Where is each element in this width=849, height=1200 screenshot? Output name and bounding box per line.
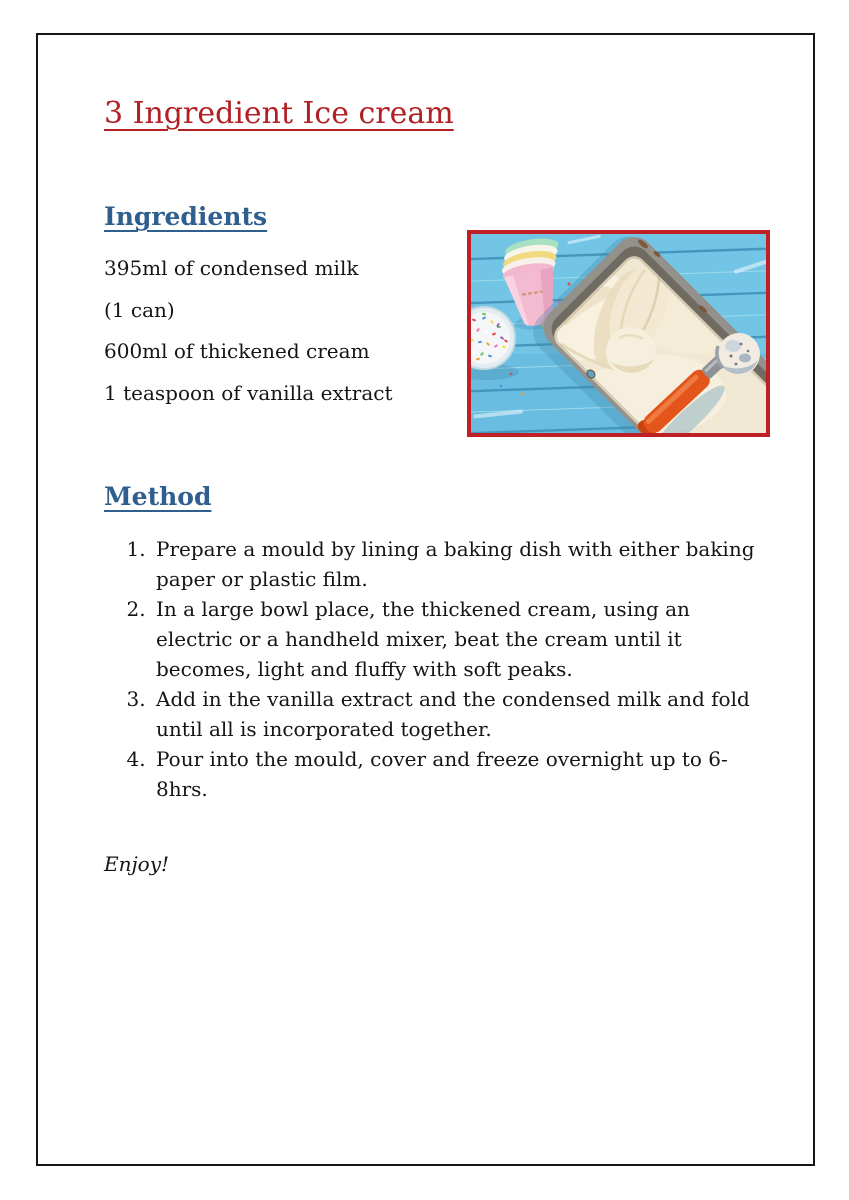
- ingredients-heading: Ingredients: [104, 202, 268, 231]
- method-step: 3. Add in the vanilla extract and the condensed milk and fold until all is incorporated together.: [152, 684, 764, 744]
- ingredient-item: 600ml of thickened cream: [104, 339, 370, 363]
- method-step: 2. In a large bowl place, the thickened cream, using an electric or a handheld mixer, beat the cream until it becomes, light and fluffy with soft peaks.: [152, 594, 764, 684]
- method-steps: [104, 534, 764, 804]
- method-step: 4. Pour into the mould, cover and freeze overnight up to 6-8hrs.: [152, 744, 764, 804]
- ingredient-item: (1 can): [104, 297, 175, 322]
- method-step: 1. Prepare a mould by lining a baking dish with either baking paper or plastic film.: [152, 534, 764, 594]
- method-heading: Method: [104, 482, 212, 511]
- ingredient-item: 1 teaspoon of vanilla extract: [104, 380, 393, 405]
- closing-text: Enjoy!: [104, 852, 170, 876]
- recipe-title: 3 Ingredient Ice cream: [104, 96, 454, 131]
- ingredient-list: [104, 248, 464, 414]
- ingredient-item: 395ml of condensed milk: [104, 256, 359, 280]
- ice-cream-photo-illustration: [471, 234, 766, 433]
- recipe-photo: [467, 230, 770, 437]
